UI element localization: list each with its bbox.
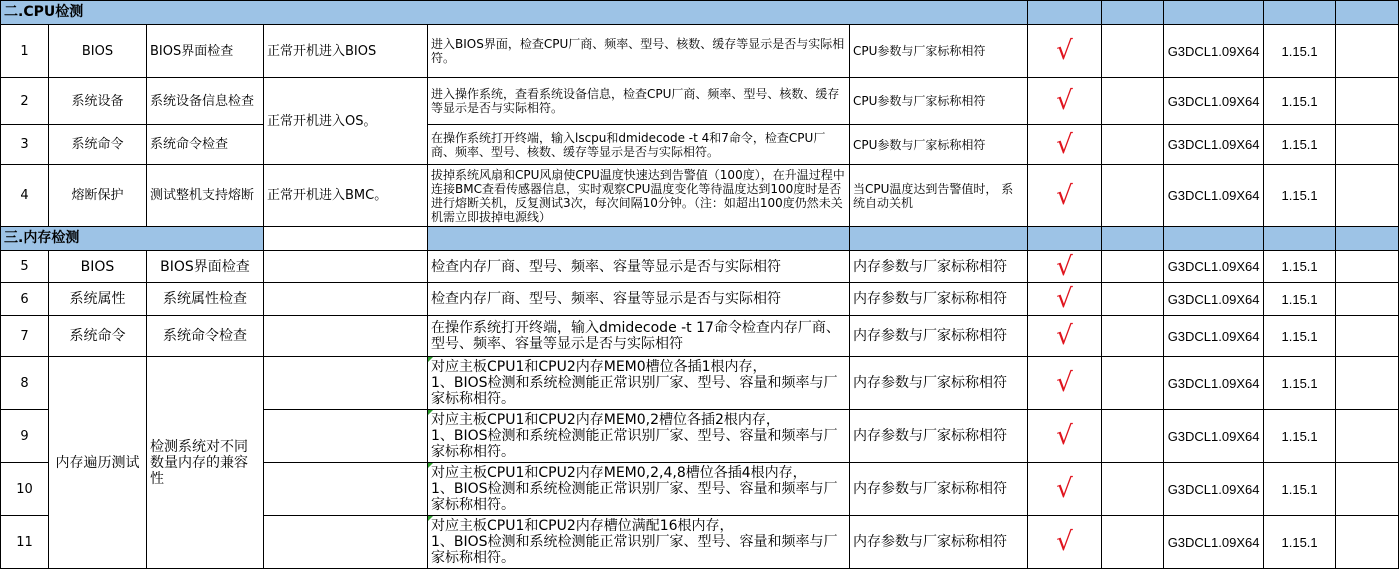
row-number: 3 xyxy=(1,125,49,165)
expected-result: CPU参数与厂家标称相符 xyxy=(850,125,1028,165)
table-row xyxy=(1,283,1399,316)
expected-result: CPU参数与厂家标称相符 xyxy=(850,25,1028,78)
test-name: 系统设备信息检查 xyxy=(147,78,264,125)
test-steps: 对应主板CPU1和CPU2内存MEM0,2,4,8槽位各插4根内存， 1、BIOS检测和系统检测能正常识别厂家、型号、容量和频率与厂家标称相符。 xyxy=(428,463,850,516)
check-mark-icon: √ xyxy=(1028,316,1102,357)
expected-result: 内存参数与厂家标称相符 xyxy=(850,316,1028,357)
expected-result: 内存参数与厂家标称相符 xyxy=(850,410,1028,463)
row-number: 1 xyxy=(1,25,49,78)
precondition: 正常开机进入BMC。 xyxy=(264,165,428,227)
firmware-version: G3DCL1.09X64 xyxy=(1164,316,1264,357)
test-item: BIOS xyxy=(49,25,147,78)
firmware-version: G3DCL1.09X64 xyxy=(1164,357,1264,410)
tool-version: 1.15.1 xyxy=(1264,251,1336,283)
tool-version: 1.15.1 xyxy=(1264,516,1336,569)
firmware-version: G3DCL1.09X64 xyxy=(1164,516,1264,569)
tool-version: 1.15.1 xyxy=(1264,463,1336,516)
row-number: 9 xyxy=(1,410,49,463)
tool-version: 1.15.1 xyxy=(1264,25,1336,78)
test-steps: 拔掉系统风扇和CPU风扇使CPU温度快速达到告警值（100度），在升温过程中连接BMC查看传感器信息，实时观察CPU温度变化等待温度达到100度时是否进行熔断关机，反复测试3次，每次间隔10分钟。（注：如超出100度仍然未关机需立即拔掉电源线） xyxy=(428,165,850,227)
test-steps: 在操作系统打开终端，输入lscpu和dmidecode -t 4和7命令，检查CPU厂商、频率、型号、核数、缓存等显示是否与实际相符。 xyxy=(428,125,850,165)
check-mark-icon: √ xyxy=(1028,463,1102,516)
firmware-version: G3DCL1.09X64 xyxy=(1164,78,1264,125)
firmware-version: G3DCL1.09X64 xyxy=(1164,251,1264,283)
section-row-cpu xyxy=(1,1,1399,25)
check-mark-icon: √ xyxy=(1028,357,1102,410)
firmware-version: G3DCL1.09X64 xyxy=(1164,25,1264,78)
tool-version: 1.15.1 xyxy=(1264,316,1336,357)
tool-version: 1.15.1 xyxy=(1264,78,1336,125)
check-mark-icon: √ xyxy=(1028,165,1102,227)
table-row xyxy=(1,25,1399,78)
firmware-version: G3DCL1.09X64 xyxy=(1164,165,1264,227)
expected-result: 当CPU温度达到告警值时， 系统自动关机 xyxy=(850,165,1028,227)
precondition: 正常开机进入BIOS xyxy=(264,25,428,78)
row-number: 10 xyxy=(1,463,49,516)
test-name: BIOS界面检查 xyxy=(147,251,264,283)
precondition: 正常开机进入OS。 xyxy=(264,78,428,165)
check-mark-icon: √ xyxy=(1028,25,1102,78)
test-name: 检测系统对不同数量内存的兼容性 xyxy=(147,357,264,569)
test-item: 内存遍历测试 xyxy=(49,357,147,569)
check-mark-icon: √ xyxy=(1028,516,1102,569)
firmware-version: G3DCL1.09X64 xyxy=(1164,463,1264,516)
table-row xyxy=(1,316,1399,357)
check-mark-icon: √ xyxy=(1028,251,1102,283)
row-number: 8 xyxy=(1,357,49,410)
test-name: BIOS界面检查 xyxy=(147,25,264,78)
check-mark-icon: √ xyxy=(1028,78,1102,125)
test-item: 熔断保护 xyxy=(49,165,147,227)
expected-result: 内存参数与厂家标称相符 xyxy=(850,516,1028,569)
test-steps: 检查内存厂商、型号、频率、容量等显示是否与实际相符 xyxy=(428,251,850,283)
tool-version: 1.15.1 xyxy=(1264,165,1336,227)
table-row xyxy=(1,165,1399,227)
firmware-version: G3DCL1.09X64 xyxy=(1164,283,1264,316)
test-name: 系统属性检查 xyxy=(147,283,264,316)
tool-version: 1.15.1 xyxy=(1264,410,1336,463)
test-steps: 进入操作系统，查看系统设备信息，检查CPU厂商、频率、型号、核数、缓存等显示是否与实际相符。 xyxy=(428,78,850,125)
table-row xyxy=(1,125,1399,165)
row-number: 2 xyxy=(1,78,49,125)
row-number: 6 xyxy=(1,283,49,316)
table-row xyxy=(1,78,1399,125)
test-name: 系统命令检查 xyxy=(147,125,264,165)
expected-result: 内存参数与厂家标称相符 xyxy=(850,251,1028,283)
tool-version: 1.15.1 xyxy=(1264,125,1336,165)
expected-result: CPU参数与厂家标称相符 xyxy=(850,78,1028,125)
test-steps: 对应主板CPU1和CPU2内存槽位满配16根内存， 1、BIOS检测和系统检测能正常识别厂家、型号、容量和频率与厂家标称相符。 xyxy=(428,516,850,569)
section-title-cpu: 二.CPU检测 xyxy=(1,1,1028,25)
expected-result: 内存参数与厂家标称相符 xyxy=(850,283,1028,316)
test-steps: 对应主板CPU1和CPU2内存MEM0槽位各插1根内存， 1、BIOS检测和系统检测能正常识别厂家、型号、容量和频率与厂家标称相符。 xyxy=(428,357,850,410)
test-item: 系统命令 xyxy=(49,125,147,165)
firmware-version: G3DCL1.09X64 xyxy=(1164,410,1264,463)
row-number: 7 xyxy=(1,316,49,357)
row-number: 4 xyxy=(1,165,49,227)
test-item: 系统命令 xyxy=(49,316,147,357)
section-row-memory xyxy=(1,227,1399,251)
test-steps: 在操作系统打开终端，输入dmidecode -t 17命令检查内存厂商、型号、频率、容量等显示是否与实际相符 xyxy=(428,316,850,357)
tool-version: 1.15.1 xyxy=(1264,357,1336,410)
check-mark-icon: √ xyxy=(1028,410,1102,463)
test-steps: 检查内存厂商、型号、频率、容量等显示是否与实际相符 xyxy=(428,283,850,316)
expected-result: 内存参数与厂家标称相符 xyxy=(850,357,1028,410)
table-row xyxy=(1,357,1399,410)
test-name: 测试整机支持熔断 xyxy=(147,165,264,227)
check-mark-icon: √ xyxy=(1028,283,1102,316)
test-steps: 对应主板CPU1和CPU2内存MEM0,2槽位各插2根内存， 1、BIOS检测和系统检测能正常识别厂家、型号、容量和频率与厂家标称相符。 xyxy=(428,410,850,463)
firmware-version: G3DCL1.09X64 xyxy=(1164,125,1264,165)
check-mark-icon: √ xyxy=(1028,125,1102,165)
test-item: 系统设备 xyxy=(49,78,147,125)
test-name: 系统命令检查 xyxy=(147,316,264,357)
test-item: BIOS xyxy=(49,251,147,283)
test-item: 系统属性 xyxy=(49,283,147,316)
row-number: 11 xyxy=(1,516,49,569)
row-number: 5 xyxy=(1,251,49,283)
table-row xyxy=(1,251,1399,283)
tool-version: 1.15.1 xyxy=(1264,283,1336,316)
test-steps: 进入BIOS界面，检查CPU厂商、频率、型号、核数、缓存等显示是否与实际相符。 xyxy=(428,25,850,78)
section-title-memory: 三.内存检测 xyxy=(1,227,264,251)
expected-result: 内存参数与厂家标称相符 xyxy=(850,463,1028,516)
